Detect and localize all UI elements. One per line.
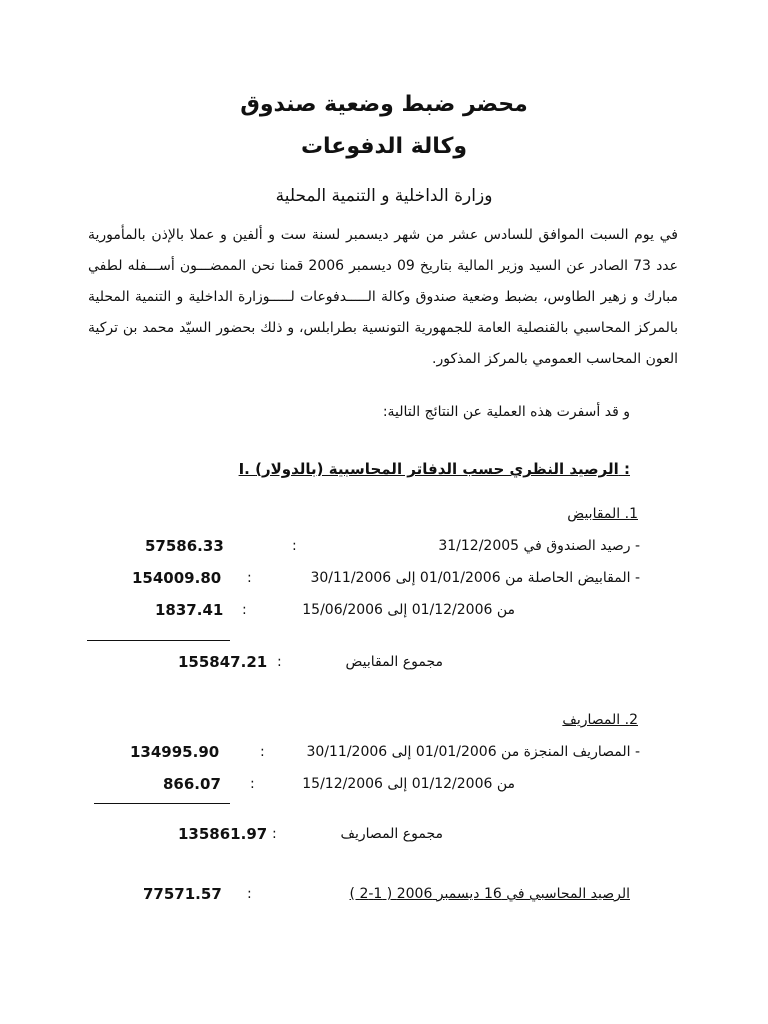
expenses-heading: 2. المصاريف xyxy=(562,712,638,728)
expenses-total-amount: 135861.97 xyxy=(178,825,268,843)
ministry-name: وزارة الداخلية و التنمية المحلية xyxy=(275,186,493,206)
balance-colon: : xyxy=(247,886,252,902)
document-title-line2: وكالة الدفوعات xyxy=(300,134,468,159)
receipt-row-amount: 57586.33 xyxy=(145,537,224,555)
receipt-row-amount: 154009.80 xyxy=(132,569,222,587)
receipt-row-label: - رصيد الصندوق في 31/12/2005 xyxy=(438,538,640,554)
expenses-total-colon: : xyxy=(272,826,277,842)
expenses-total-label: مجموع المصاريف xyxy=(340,826,443,842)
expense-row-colon: : xyxy=(250,776,255,792)
receipt-row-colon: : xyxy=(247,570,252,586)
receipts-heading: 1. المقابيض xyxy=(567,506,638,522)
expense-row-label: من 01/12/2006 إلى 15/12/2006 xyxy=(302,776,515,792)
results-intro: و قد أسفرت هذه العملية عن النتائج التالية: xyxy=(382,404,630,420)
balance-label: الرصيد المحاسبي في 16 ديسمبر 2006 ( 1-2 ) xyxy=(349,886,630,902)
receipts-total-colon: : xyxy=(277,654,282,670)
intro-paragraph: في يوم السبت الموافق للسادس عشر من شهر ديسمبر لسنة ست و ألفين و عملا بالإذن بالمأمورية عدد 73 الصادر عن السيد وزير المالية بتاريخ 09 ديسمبر 2006 قمنا نحن الممضـــون أســـفله لطفي مبارك و زهير الطاوس، بضبط وضعية صندوق وكالة الـــــدفوعات لـــــوزارة الداخلية و التنمية المحلية بالمركز المحاسبي بالقنصلية العامة للجمهورية التونسية بطرابلس، و ذلك بحضور السيّد محمد بن تركية العون المحاسب العمومي بالمركز المذكور. xyxy=(88,227,679,367)
section1-heading: I. الرصيد النظري حسب الدفاتر المحاسبية (بالدولار) : xyxy=(238,460,630,478)
expense-row-label: - المصاريف المنجزة من 01/01/2006 إلى 30/11/2006 xyxy=(306,744,640,760)
receipt-row-label: من 01/12/2006 إلى 15/06/2006 xyxy=(302,602,515,618)
expense-row-amount: 866.07 xyxy=(163,775,221,793)
document-title-line1: محضر ضبط وضعية صندوق xyxy=(240,92,528,117)
expense-row-amount: 134995.90 xyxy=(130,743,220,761)
receipt-row-label: - المقابيض الحاصلة من 01/01/2006 إلى 30/11/2006 xyxy=(310,570,640,586)
receipt-row-amount: 1837.41 xyxy=(155,601,224,619)
receipt-row-colon: : xyxy=(242,602,247,618)
balance-amount: 77571.57 xyxy=(143,885,222,903)
receipts-total-amount: 155847.21 xyxy=(178,653,268,671)
receipts-sum-rule xyxy=(87,640,230,641)
receipt-row-colon: : xyxy=(292,538,297,554)
receipts-total-label: مجموع المقابيض xyxy=(345,654,443,670)
expenses-sum-rule xyxy=(94,803,230,804)
expense-row-colon: : xyxy=(260,744,265,760)
